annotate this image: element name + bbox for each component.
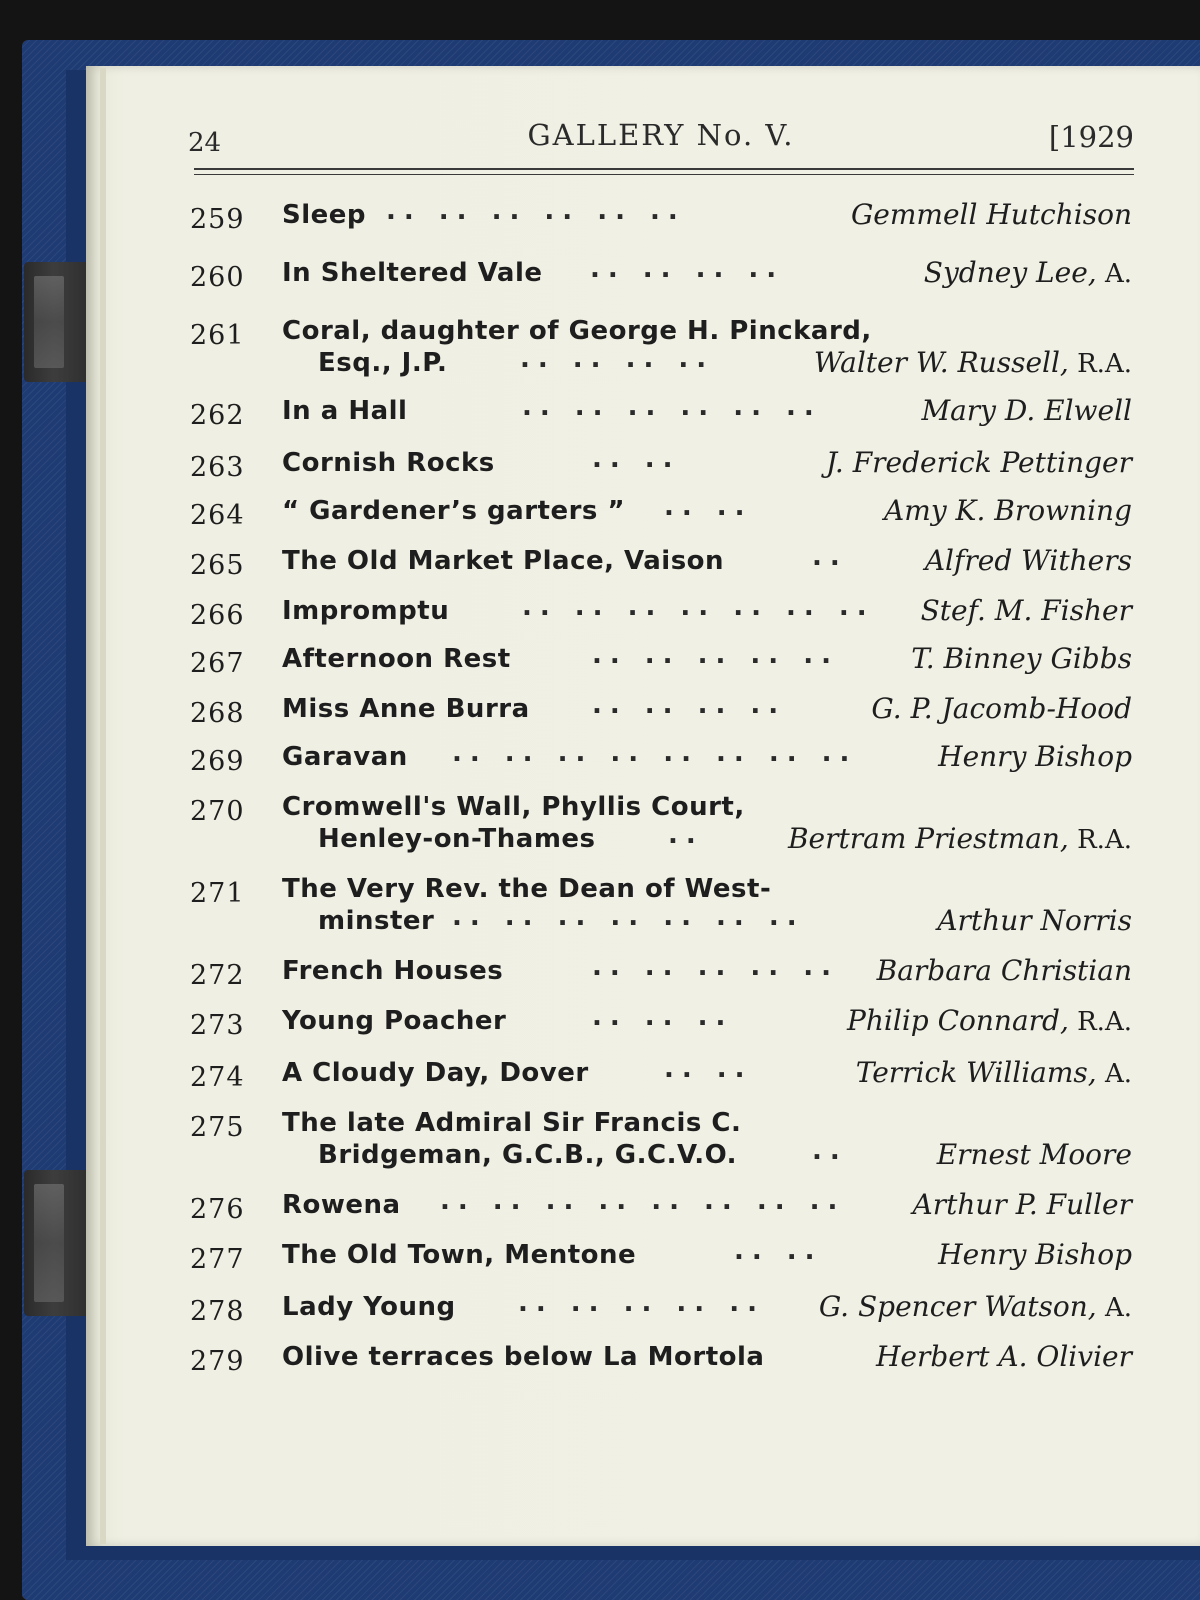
entry-title: Garavan <box>282 742 408 772</box>
entry-artist: Bertram Priestman, R.A. <box>787 822 1132 855</box>
entry-number: 271 <box>190 878 245 909</box>
leader-dots: .. <box>812 1136 848 1166</box>
gallery-title: GALLERY No. V. <box>527 118 795 152</box>
artist-honor: A. <box>1096 259 1132 289</box>
entry-artist: Amy K. Browning <box>884 494 1132 527</box>
leader-dots: .. .. .. .. <box>590 254 785 284</box>
entry-title: The Very Rev. the Dean of West- <box>282 874 772 904</box>
artist-honor: R.A. <box>1068 349 1132 379</box>
entry-title: French Houses <box>282 956 504 986</box>
leader-dots: .. .. .. .. .. .. .. .. <box>452 738 858 768</box>
leader-dots: .. .. <box>734 1236 823 1266</box>
entry-artist: G. P. Jacomb-Hood <box>871 692 1132 725</box>
entry-artist: T. Binney Gibbs <box>911 642 1132 675</box>
entry-artist: Arthur P. Fuller <box>912 1188 1132 1221</box>
artist-honor: R.A. <box>1068 825 1132 855</box>
leader-dots: .. .. .. <box>592 1002 734 1032</box>
entry-number: 264 <box>190 500 245 531</box>
entry-number: 267 <box>190 648 245 679</box>
entry-number: 273 <box>190 1010 245 1041</box>
entry-title: A Cloudy Day, Dover <box>282 1058 589 1088</box>
leader-dots: .. .. .. .. .. .. .. <box>452 902 805 932</box>
page-number: 24 <box>188 128 222 158</box>
entry-number: 274 <box>190 1062 245 1093</box>
entry-number: 263 <box>190 452 245 483</box>
entry-title: Afternoon Rest <box>282 644 511 674</box>
entry-artist: Sydney Lee, A. <box>923 256 1132 289</box>
leader-dots: .. <box>668 820 704 850</box>
entry-artist: Philip Connard, R.A. <box>847 1004 1132 1037</box>
leader-dots: .. .. .. .. .. <box>518 1288 765 1318</box>
leader-dots: .. .. <box>664 1054 753 1084</box>
entry-number: 259 <box>190 204 245 235</box>
leader-dots: .. .. .. .. .. .. .. <box>522 592 875 622</box>
entry-title: “ Gardener’s garters ” <box>282 496 626 526</box>
artist-honor: A. <box>1096 1059 1132 1089</box>
entry-artist: Walter W. Russell, R.A. <box>813 346 1132 379</box>
entry-artist: Alfred Withers <box>924 544 1132 577</box>
entry-number: 278 <box>190 1296 245 1327</box>
entry-title: Sleep <box>282 200 367 230</box>
entry-title: Young Poacher <box>282 1006 507 1036</box>
entry-number: 260 <box>190 262 245 293</box>
entry-artist: Henry Bishop <box>938 1238 1132 1271</box>
entry-title: Impromptu <box>282 596 450 626</box>
entry-artist: Barbara Christian <box>876 954 1132 987</box>
entry-title: Coral, daughter of George H. Pinckard, <box>282 316 872 346</box>
leader-dots: .. .. .. .. .. .. <box>522 392 822 422</box>
entry-title: The Old Town, Mentone <box>282 1240 637 1270</box>
entry-artist: J. Frederick Pettinger <box>825 446 1132 479</box>
year: [1929 <box>1048 120 1134 154</box>
entry-artist: Arthur Norris <box>937 904 1132 937</box>
entry-title: The Old Market Place, Vaison <box>282 546 725 576</box>
entry-title: Cornish Rocks <box>282 448 495 478</box>
entry-number: 270 <box>190 796 245 827</box>
leader-dots: .. .. .. .. .. <box>592 952 839 982</box>
entry-artist: Gemmell Hutchison <box>850 198 1132 231</box>
entry-number: 269 <box>190 746 245 777</box>
entry-title: Olive terraces below La Mortola <box>282 1342 765 1372</box>
entry-artist: Ernest Moore <box>936 1138 1132 1171</box>
entry-title: Rowena <box>282 1190 401 1220</box>
entry-artist: Henry Bishop <box>938 740 1132 773</box>
entry-title: In a Hall <box>282 396 408 426</box>
entry-title-continued: minster <box>318 906 435 936</box>
entry-number: 261 <box>190 320 245 351</box>
entry-artist: Herbert A. Olivier <box>875 1340 1132 1373</box>
entry-artist: Stef. M. Fisher <box>920 594 1132 627</box>
entry-title: Cromwell's Wall, Phyllis Court, <box>282 792 745 822</box>
artist-honor: R.A. <box>1068 1007 1132 1037</box>
entry-number: 275 <box>190 1112 245 1143</box>
leader-dots: .. .. .. .. .. .. .. .. <box>440 1186 846 1216</box>
entry-title-continued: Henley-on-Thames <box>318 824 596 854</box>
entry-number: 262 <box>190 400 245 431</box>
leader-dots: .. .. .. .. .. .. <box>386 196 686 226</box>
entry-artist: Terrick Williams, A. <box>855 1056 1132 1089</box>
leader-dots: .. .. .. .. .. <box>592 640 839 670</box>
leader-dots: .. .. <box>664 492 753 522</box>
leader-dots: .. .. <box>592 444 681 474</box>
entry-artist: G. Spencer Watson, A. <box>818 1290 1132 1323</box>
leader-dots: .. <box>812 542 848 572</box>
leader-dots: .. .. .. .. <box>592 690 787 720</box>
entry-artist: Mary D. Elwell <box>921 394 1132 427</box>
entry-number: 276 <box>190 1194 245 1225</box>
entry-title-continued: Bridgeman, G.C.B., G.C.V.O. <box>318 1140 738 1170</box>
leader-dots: .. .. .. .. <box>520 344 715 374</box>
entry-title: The late Admiral Sir Francis C. <box>282 1108 742 1138</box>
artist-honor: A. <box>1096 1293 1132 1323</box>
entry-title: Lady Young <box>282 1292 456 1322</box>
entry-number: 279 <box>190 1346 245 1377</box>
entry-number: 268 <box>190 698 245 729</box>
entry-title: Miss Anne Burra <box>282 694 530 724</box>
entry-number: 272 <box>190 960 245 991</box>
entry-number: 265 <box>190 550 245 581</box>
entry-title-continued: Esq., J.P. <box>318 348 448 378</box>
entry-title: In Sheltered Vale <box>282 258 543 288</box>
entry-number: 277 <box>190 1244 245 1275</box>
entry-number: 266 <box>190 600 245 631</box>
